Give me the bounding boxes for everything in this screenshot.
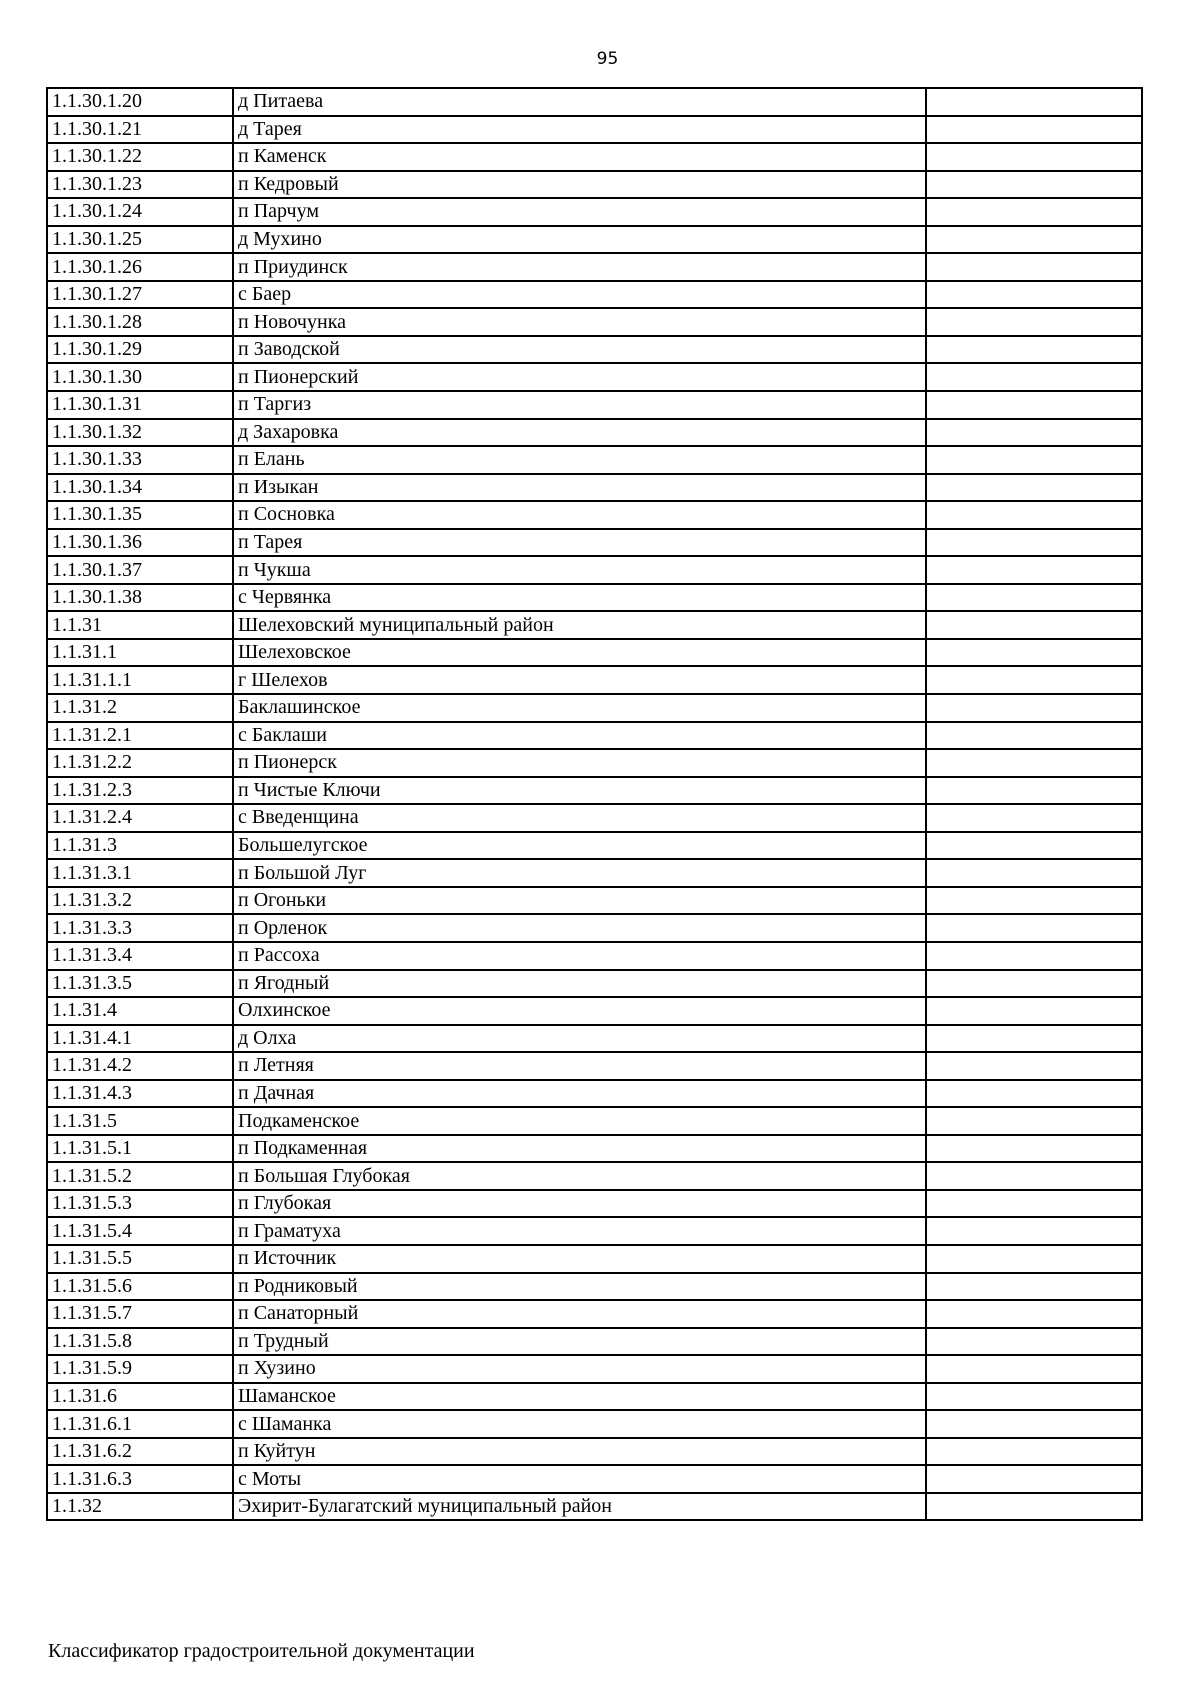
extra-cell <box>926 611 1142 639</box>
extra-cell <box>926 694 1142 722</box>
table-row <box>47 1217 1142 1245</box>
code-cell: 1.1.30.1.26 <box>47 253 233 281</box>
code-cell: 1.1.31.6.2 <box>47 1438 233 1466</box>
name-cell: п Чистые Ключи <box>233 777 926 805</box>
extra-cell <box>926 1355 1142 1383</box>
table-row <box>47 997 1142 1025</box>
table-row <box>47 308 1142 336</box>
table-row <box>47 1355 1142 1383</box>
table-row <box>47 1080 1142 1108</box>
extra-cell <box>926 722 1142 750</box>
name-cell: д Олха <box>233 1025 926 1053</box>
code-cell: 1.1.31.1.1 <box>47 666 233 694</box>
extra-cell <box>926 336 1142 364</box>
code-cell: 1.1.31 <box>47 611 233 639</box>
table-row <box>47 887 1142 915</box>
extra-cell <box>926 1438 1142 1466</box>
code-cell: 1.1.30.1.32 <box>47 419 233 447</box>
code-cell: 1.1.30.1.23 <box>47 171 233 199</box>
extra-cell <box>926 116 1142 144</box>
code-cell: 1.1.30.1.21 <box>47 116 233 144</box>
table-row <box>47 1190 1142 1218</box>
table-row <box>47 1300 1142 1328</box>
code-cell: 1.1.31.6.1 <box>47 1410 233 1438</box>
code-cell: 1.1.31.5 <box>47 1107 233 1135</box>
code-cell: 1.1.31.4.2 <box>47 1052 233 1080</box>
name-cell: п Подкаменная <box>233 1135 926 1163</box>
code-cell: 1.1.31.5.2 <box>47 1162 233 1190</box>
code-cell: 1.1.30.1.33 <box>47 446 233 474</box>
table-row <box>47 1245 1142 1273</box>
extra-cell <box>926 198 1142 226</box>
table-row <box>47 1107 1142 1135</box>
code-cell: 1.1.30.1.30 <box>47 363 233 391</box>
code-cell: 1.1.30.1.34 <box>47 474 233 502</box>
name-cell: п Большой Луг <box>233 859 926 887</box>
table-row <box>47 777 1142 805</box>
table-row <box>47 474 1142 502</box>
name-cell: п Кедровый <box>233 171 926 199</box>
code-cell: 1.1.31.6 <box>47 1383 233 1411</box>
table-row <box>47 529 1142 557</box>
code-cell: 1.1.31.3 <box>47 832 233 860</box>
code-cell: 1.1.31.2.4 <box>47 804 233 832</box>
code-cell: 1.1.30.1.20 <box>47 88 233 116</box>
code-cell: 1.1.31.4.3 <box>47 1080 233 1108</box>
code-cell: 1.1.31.5.3 <box>47 1190 233 1218</box>
name-cell: п Санаторный <box>233 1300 926 1328</box>
code-cell: 1.1.31.2 <box>47 694 233 722</box>
name-cell: с Введенщина <box>233 804 926 832</box>
table-row <box>47 1052 1142 1080</box>
extra-cell <box>926 1328 1142 1356</box>
code-cell: 1.1.30.1.29 <box>47 336 233 364</box>
table-row <box>47 942 1142 970</box>
page-number: 95 <box>596 49 619 69</box>
table-row <box>47 611 1142 639</box>
name-cell: д Питаева <box>233 88 926 116</box>
table-row <box>47 391 1142 419</box>
name-cell: с Моты <box>233 1465 926 1493</box>
extra-cell <box>926 1052 1142 1080</box>
extra-cell <box>926 749 1142 777</box>
extra-cell <box>926 529 1142 557</box>
name-cell: д Мухино <box>233 226 926 254</box>
name-cell: п Приудинск <box>233 253 926 281</box>
extra-cell <box>926 501 1142 529</box>
name-cell: п Большая Глубокая <box>233 1162 926 1190</box>
name-cell: п Парчум <box>233 198 926 226</box>
name-cell: п Трудный <box>233 1328 926 1356</box>
code-cell: 1.1.31.5.6 <box>47 1273 233 1301</box>
extra-cell <box>926 474 1142 502</box>
code-cell: 1.1.32 <box>47 1493 233 1521</box>
table-row <box>47 694 1142 722</box>
table-row <box>47 253 1142 281</box>
name-cell: Шелеховское <box>233 639 926 667</box>
table-row <box>47 143 1142 171</box>
code-cell: 1.1.30.1.38 <box>47 584 233 612</box>
table-row <box>47 832 1142 860</box>
extra-cell <box>926 997 1142 1025</box>
name-cell: Баклашинское <box>233 694 926 722</box>
extra-cell <box>926 777 1142 805</box>
extra-cell <box>926 556 1142 584</box>
code-cell: 1.1.31.6.3 <box>47 1465 233 1493</box>
table-row <box>47 1162 1142 1190</box>
extra-cell <box>926 253 1142 281</box>
extra-cell <box>926 970 1142 998</box>
table-row <box>47 171 1142 199</box>
extra-cell <box>926 171 1142 199</box>
code-cell: 1.1.30.1.24 <box>47 198 233 226</box>
code-cell: 1.1.30.1.36 <box>47 529 233 557</box>
name-cell: с Шаманка <box>233 1410 926 1438</box>
name-cell: п Огоньки <box>233 887 926 915</box>
table-row <box>47 336 1142 364</box>
code-cell: 1.1.31.5.1 <box>47 1135 233 1163</box>
extra-cell <box>926 1107 1142 1135</box>
extra-cell <box>926 1273 1142 1301</box>
extra-cell <box>926 584 1142 612</box>
name-cell: п Дачная <box>233 1080 926 1108</box>
extra-cell <box>926 942 1142 970</box>
table-row <box>47 1493 1142 1521</box>
table-row <box>47 446 1142 474</box>
extra-cell <box>926 914 1142 942</box>
extra-cell <box>926 1300 1142 1328</box>
name-cell: Эхирит-Булагатский муниципальный район <box>233 1493 926 1521</box>
extra-cell <box>926 391 1142 419</box>
table-row <box>47 198 1142 226</box>
code-cell: 1.1.31.3.5 <box>47 970 233 998</box>
extra-cell <box>926 1245 1142 1273</box>
extra-cell <box>926 1135 1142 1163</box>
name-cell: п Пионерский <box>233 363 926 391</box>
code-cell: 1.1.30.1.22 <box>47 143 233 171</box>
extra-cell <box>926 859 1142 887</box>
table-row <box>47 1328 1142 1356</box>
name-cell: Подкаменское <box>233 1107 926 1135</box>
extra-cell <box>926 446 1142 474</box>
table-row <box>47 970 1142 998</box>
name-cell: п Рассоха <box>233 942 926 970</box>
extra-cell <box>926 639 1142 667</box>
name-cell: п Ягодный <box>233 970 926 998</box>
classifier-table-container <box>46 87 1141 1521</box>
extra-cell <box>926 666 1142 694</box>
code-cell: 1.1.31.5.4 <box>47 1217 233 1245</box>
extra-cell <box>926 88 1142 116</box>
name-cell: п Куйтун <box>233 1438 926 1466</box>
classifier-table <box>46 87 1143 1521</box>
name-cell: с Баклаши <box>233 722 926 750</box>
code-cell: 1.1.30.1.37 <box>47 556 233 584</box>
table-row <box>47 639 1142 667</box>
extra-cell <box>926 1410 1142 1438</box>
name-cell: Шелеховский муниципальный район <box>233 611 926 639</box>
code-cell: 1.1.30.1.35 <box>47 501 233 529</box>
name-cell: п Тарея <box>233 529 926 557</box>
code-cell: 1.1.31.2.1 <box>47 722 233 750</box>
extra-cell <box>926 363 1142 391</box>
code-cell: 1.1.31.5.7 <box>47 1300 233 1328</box>
code-cell: 1.1.31.4 <box>47 997 233 1025</box>
table-row <box>47 281 1142 309</box>
name-cell: п Хузино <box>233 1355 926 1383</box>
code-cell: 1.1.30.1.31 <box>47 391 233 419</box>
table-row <box>47 1383 1142 1411</box>
name-cell: д Тарея <box>233 116 926 144</box>
name-cell: п Источник <box>233 1245 926 1273</box>
name-cell: п Глубокая <box>233 1190 926 1218</box>
table-row <box>47 859 1142 887</box>
name-cell: с Баер <box>233 281 926 309</box>
extra-cell <box>926 1190 1142 1218</box>
name-cell: д Захаровка <box>233 419 926 447</box>
table-row <box>47 584 1142 612</box>
name-cell: п Родниковый <box>233 1273 926 1301</box>
table-row <box>47 1438 1142 1466</box>
table-row <box>47 914 1142 942</box>
table-row <box>47 1135 1142 1163</box>
code-cell: 1.1.31.5.9 <box>47 1355 233 1383</box>
name-cell: Олхинское <box>233 997 926 1025</box>
table-row <box>47 226 1142 254</box>
name-cell: п Сосновка <box>233 501 926 529</box>
extra-cell <box>926 1383 1142 1411</box>
name-cell: п Граматуха <box>233 1217 926 1245</box>
name-cell: г Шелехов <box>233 666 926 694</box>
table-row <box>47 804 1142 832</box>
table-row <box>47 116 1142 144</box>
name-cell: п Каменск <box>233 143 926 171</box>
name-cell: п Летняя <box>233 1052 926 1080</box>
code-cell: 1.1.31.4.1 <box>47 1025 233 1053</box>
table-row <box>47 1465 1142 1493</box>
extra-cell <box>926 143 1142 171</box>
name-cell: Большелугское <box>233 832 926 860</box>
extra-cell <box>926 887 1142 915</box>
extra-cell <box>926 226 1142 254</box>
table-row <box>47 1273 1142 1301</box>
name-cell: п Таргиз <box>233 391 926 419</box>
name-cell: Шаманское <box>233 1383 926 1411</box>
table-row <box>47 419 1142 447</box>
extra-cell <box>926 1465 1142 1493</box>
extra-cell <box>926 281 1142 309</box>
extra-cell <box>926 1162 1142 1190</box>
table-row <box>47 501 1142 529</box>
code-cell: 1.1.31.1 <box>47 639 233 667</box>
extra-cell <box>926 804 1142 832</box>
page-footer: Классификатор градостроительной документации <box>48 1640 475 1662</box>
name-cell: п Изыкан <box>233 474 926 502</box>
table-row <box>47 88 1142 116</box>
extra-cell <box>926 1080 1142 1108</box>
extra-cell <box>926 832 1142 860</box>
code-cell: 1.1.30.1.25 <box>47 226 233 254</box>
code-cell: 1.1.31.3.1 <box>47 859 233 887</box>
table-row <box>47 666 1142 694</box>
code-cell: 1.1.30.1.28 <box>47 308 233 336</box>
code-cell: 1.1.31.3.2 <box>47 887 233 915</box>
code-cell: 1.1.31.3.4 <box>47 942 233 970</box>
name-cell: п Заводской <box>233 336 926 364</box>
code-cell: 1.1.31.2.3 <box>47 777 233 805</box>
extra-cell <box>926 1025 1142 1053</box>
extra-cell <box>926 308 1142 336</box>
name-cell: п Пионерск <box>233 749 926 777</box>
extra-cell <box>926 419 1142 447</box>
code-cell: 1.1.31.3.3 <box>47 914 233 942</box>
name-cell: п Новочунка <box>233 308 926 336</box>
table-row <box>47 556 1142 584</box>
classifier-table-body <box>47 88 1142 1520</box>
code-cell: 1.1.30.1.27 <box>47 281 233 309</box>
name-cell: с Червянка <box>233 584 926 612</box>
code-cell: 1.1.31.2.2 <box>47 749 233 777</box>
code-cell: 1.1.31.5.8 <box>47 1328 233 1356</box>
extra-cell <box>926 1493 1142 1521</box>
table-row <box>47 363 1142 391</box>
table-row <box>47 1410 1142 1438</box>
table-row <box>47 1025 1142 1053</box>
name-cell: п Чукша <box>233 556 926 584</box>
code-cell: 1.1.31.5.5 <box>47 1245 233 1273</box>
table-row <box>47 749 1142 777</box>
extra-cell <box>926 1217 1142 1245</box>
name-cell: п Елань <box>233 446 926 474</box>
name-cell: п Орленок <box>233 914 926 942</box>
table-row <box>47 722 1142 750</box>
